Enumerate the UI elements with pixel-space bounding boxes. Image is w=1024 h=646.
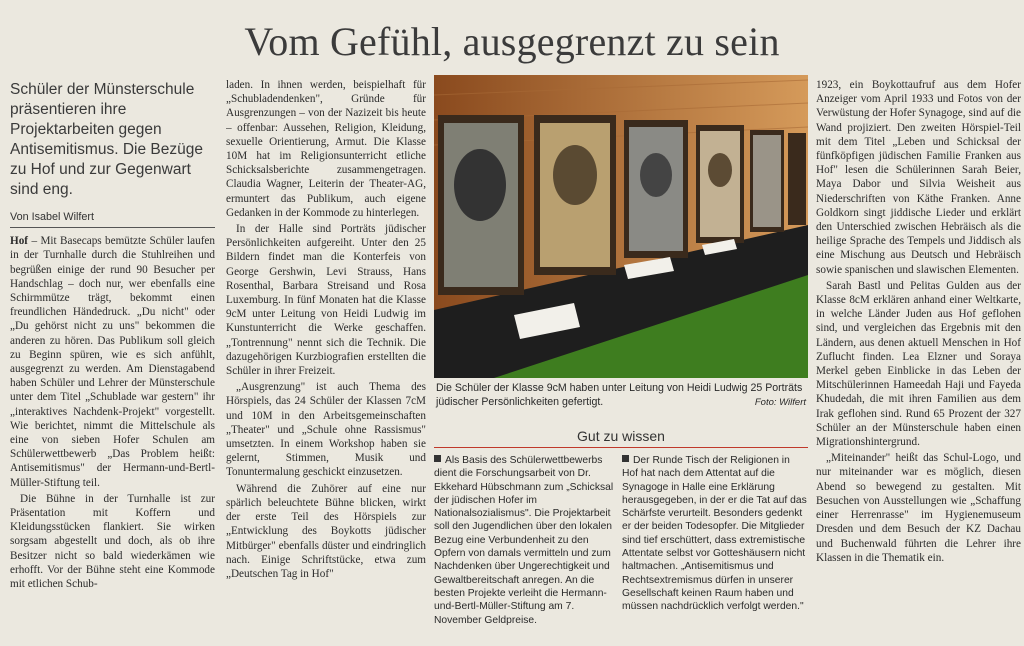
column-4 xyxy=(816,78,1021,646)
photo-portraits xyxy=(434,75,808,378)
caption-text: Die Schüler der Klasse 9cM haben unter Leitung von Heidi Ludwig 25 Porträts jüdischer Persönlichkeiten gefertigt. xyxy=(436,382,803,408)
info-box-left xyxy=(434,454,614,627)
paragraph: In der Halle sind Porträts jüdischer Persönlichkeiten aufgereiht. Unter den 25 Bildern findet man die Konterfeis von George Gershwin, Levi Strauss, Hans Rosenthal, Barbara Streisand und Rosa Luxemburg. In fünf Monaten hat die Klasse 9cM unter Leitung von Heidi Ludwig im Kunstunterricht die Werke geschaffen. „Tontrennung" nennt sich die Technik. Die dazugehörigen Kurzbiografien erstellten die Schüler in ihrer Freizeit. xyxy=(226,223,426,378)
info-box-left-text: Als Basis des Schülerwettbewerbs dient die Forschungsarbeit von Dr. Ekkehard Hübschmann zum „Schicksal der jüdischen Hofer im Nationalsozialismus". Die Projektarbeit soll den Jugendlichen über den lokalen Bezug eine Verbundenheit zu den Opfern von damals vermitteln und zum Nachdenken über Ungerechtigkeit und Gewaltbereitschaft anregen. An die besten Projekte verleiht die Hermann-und-Bertl-Müller-Stiftung am 7. November Geldpreise. xyxy=(434,455,614,626)
column-2 xyxy=(226,78,426,646)
paragraph: Die Bühne in der Turnhalle ist zur Präsentation mit Koffern und Kleidungsstücken flankiert. Sie wirken sorgsam abgestellt und doch, als ob ihre Besitzer nicht so bald wiederkämen wie erhofft. Vor der Bühne steht eine Kommode mit etlichen Schub- xyxy=(10,492,215,591)
paragraph: Sarah Bastl und Pelitas Gulden aus der Klasse 8cM erklären anhand einer Weltkarte, in welche Länder Juden aus Hof geflohen sind, und vergleichen das Ergebnis mit den Ländern, aus denen aktuell Menschen in Hof Zuflucht finden. Lea Elzner und Soraya Merkel geben Einblicke in das Leben der Mitschülerinnen Hameedah Haji und Fayeda Khudedah, die mit ihren Familien aus dem Irak geflohen sind. Rund 65 Prozent der 327 Schüler an der Münsterschule haben einen Migrationshintergrund. xyxy=(816,279,1021,449)
paragraph: laden. In ihnen werden, beispielhaft für „Schubladendenken", Gründe für Ausgrenzungen – von der Nazizeit bis heute – offenbar: Aussehen, Religion, Kleidung, sexuelle Orientierung, Armut. Die Klasse 10M hat im Religionsunterricht etliche Schicksalsberichte zusammengetragen. Claudia Wagner, Leiterin der Theater-AG, ermuntert das Publikum, auch eigene Gedanken in der Kommode zu hinterlegen. xyxy=(226,79,426,219)
bullet-square-icon xyxy=(622,455,629,462)
paragraph: Während die Zuhörer auf eine nur spärlich beleuchtete Bühne blicken, wirkt der erste Teil des Hörspiels zur „Entwicklung des Boykotts jüdischer Mitbürger" ebenfalls düster und eindringlich nach. Einige Schriftstücke, etwa zum „Deutschen Tag in Hof" xyxy=(226,482,426,580)
deck: Schüler der Münsterschule präsentieren ihre Projektarbeiten gegen Antisemitismus. Die Bezüge zu Hof und zur Gegenwart sind eng. xyxy=(10,81,203,198)
paragraph: „Miteinander" heißt das Schul-Logo, und nur miteinander war es möglich, diesen Abend so bewegend zu gestalten. Mit Besuchen von Ausstellungen wie „Schaffung einer Herrenrasse" im Hygienemuseum Dresden und dem Besuch der KZ Dachau und Buchenwald führten die Lehrer ihre Klassen in die Thematik ein. xyxy=(816,452,1021,564)
headline: Vom Gefühl, ausgegrenzt zu sein xyxy=(244,19,780,64)
info-box-title: Gut zu wissen xyxy=(434,428,808,448)
paragraph: 1923, ein Boykottaufruf aus dem Hofer Anzeiger vom April 1933 und Fotos von der Verwüstung der Hofer Synagoge, sind auf die Wand projiziert. Den zweiten Hörspiel-Teil mit dem Titel „Leben und Schicksal der fünfköpfigen jüdischen Familie Franken aus Hof" lesen die Schülerinnen Sarah Beier, Maya Dabor und Silvia Weisheit aus Niederschriften von Käthe Franken. Anne Goldkorn singt jiddische Lieder und erklärt den Unterschied zwischen Hebräisch als die heilige Sprache des Tempels und Jiddisch als eine Mischung aus Deutsch und Hebräisch sowie spanischen und slawischen Elementen. xyxy=(816,79,1021,276)
paragraph: „Ausgrenzung" ist auch Thema des Hörspiels, das 24 Schüler der Klassen 7cM und 10M in den Arbeitsgemeinschaften „Theater" und „Schule ohne Rassismus" umsetzten. In einem Workshop haben sie gelernt, Stimmen, Musik und Tonuntermalung geschickt einzusetzen. xyxy=(226,381,426,479)
info-box-right xyxy=(622,454,808,614)
column-1 xyxy=(10,80,215,646)
byline: Von Isabel Wilfert xyxy=(10,210,215,228)
photo-caption xyxy=(436,382,806,409)
portraits-illustration xyxy=(434,75,808,378)
bullet-square-icon xyxy=(434,455,441,462)
photo-credit: Foto: Wilfert xyxy=(754,396,806,408)
paragraph-text: – Mit Basecaps bemützte Schüler laufen in der Turnhalle durch die Stuhlreihen und begrüßen einige der rund 90 Besucher per Handschlag – doch nur, wer ebenfalls eine Schirmmütze trägt, bekommt einen freundlichen Händedruck. „Du nicht" oder „Du gehörst nicht zu uns" bekommen die anderen zu hören. Das Publikum soll gleich zu Beginn spüren, wie es sich anfühlt, ausgegrenzt zu werden. Am Dienstagabend haben Schüler und Lehrer der Münsterschule unter dem Titel „Schublade war gestern" ihr „interaktives Nachdenk-Projekt" vorgestellt. Wie berichtet, nimmt die Mittelschule als eine von sieben Hofer Schulen am Schülerwettbewerb „Das Problem heißt: Antisemitismus" der Hermann-und-Bertl-Müller-Stiftung teil. xyxy=(10,235,215,489)
info-box-right-text: Der Runde Tisch der Religionen in Hof hat nach dem Attentat auf die Synagoge in Halle eine Erklärung herausgegeben, in der er die Tat auf das Schärfste verurteilt. Besonders gedenkt er der beiden Todesopfer. Die Mitglieder sind tief erschüttert, dass extremistische Attentate selbst vor Gotteshäusern nicht haltmachen. „Antisemitismus und Rechtsextremismus dürfen in unserer Gesellschaft keinen Raum haben und müssen nachdrücklich verfolgt werden." xyxy=(622,455,807,613)
paragraph xyxy=(10,234,215,490)
dateline: Hof xyxy=(10,235,29,248)
